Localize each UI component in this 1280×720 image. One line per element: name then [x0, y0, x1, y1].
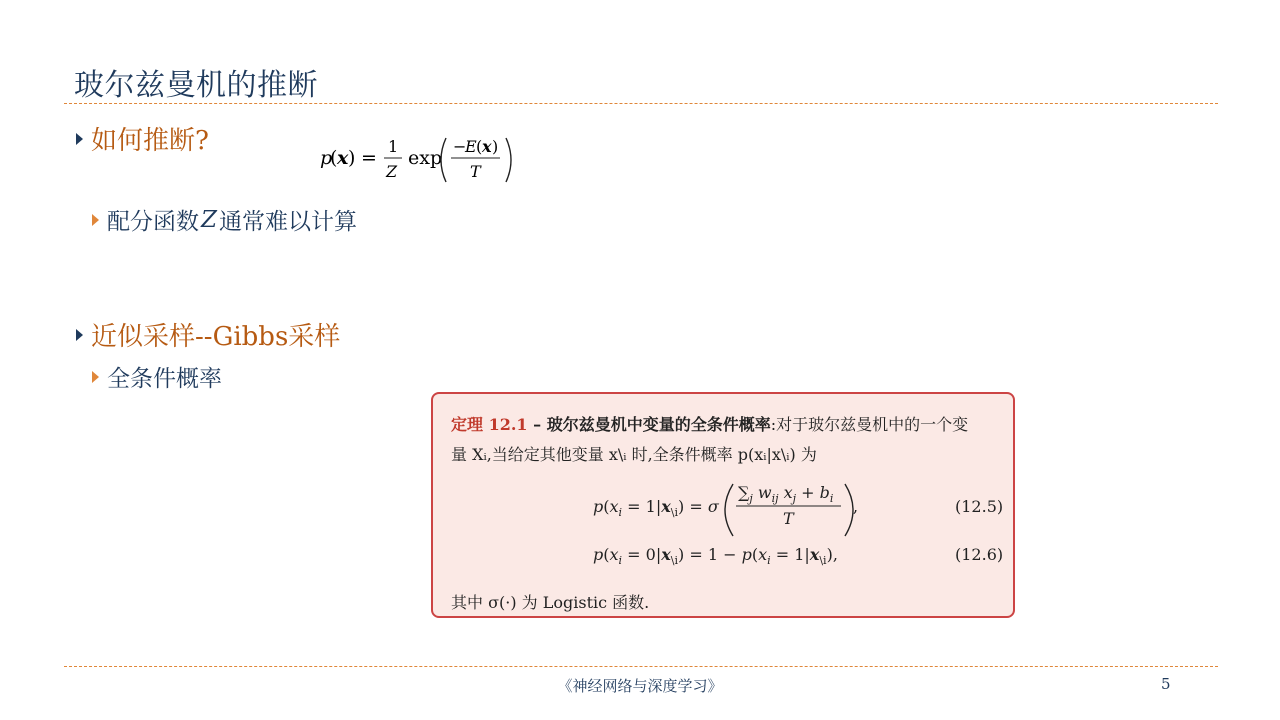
theorem-label: 定理 12.1: [451, 415, 528, 434]
theorem-note: 其中 σ(·) 为 Logistic 函数.: [451, 593, 650, 612]
equation-number-1: (12.5): [955, 497, 1004, 516]
probability-formula: [320, 130, 540, 190]
bottom-divider: [64, 666, 1218, 667]
svg-text:−: −: [453, 137, 467, 156]
svg-text:T: T: [783, 509, 794, 528]
bullet-text: 如何推断?: [91, 126, 209, 156]
theorem-dash: –: [527, 415, 547, 434]
sub-bullet-full-conditional: [92, 360, 222, 393]
svg-text:1: 1: [388, 137, 399, 156]
svg-text:Z: Z: [386, 162, 398, 181]
svg-text:∑j wij xj + bi: $\sum_j$ $w_{ij}$ $x_j + b_i$: [738, 483, 834, 505]
equation-number-2: (12.6): [955, 545, 1004, 564]
bullet-arrow-icon: [92, 371, 99, 383]
svg-text:p(xi = 0|x\i) = 1 − p(xi = 1|x: $p(x_i = 0|x_{\backslash i}) = 1 - p(x_i = 1|x_{\backslash i})$,: [593, 545, 838, 567]
bullet-text: 近似采样--Gibbs采样: [91, 322, 341, 352]
sub-bullet-text: 配分函数: [107, 209, 199, 235]
page-number: 5: [1161, 675, 1171, 693]
bullet-approx-sampling: [76, 316, 340, 353]
sub-bullet-partition-function: [92, 203, 357, 236]
bullet-arrow-icon: [76, 133, 83, 145]
svg-text:=: =: [361, 147, 377, 169]
svg-text:): ): [348, 147, 356, 169]
svg-text:x: x: [482, 137, 492, 156]
svg-text:(: (: [476, 137, 483, 156]
svg-text:E: E: [465, 137, 477, 156]
svg-text:exp: exp: [408, 147, 443, 169]
slide-title: 玻尔兹曼机的推断: [74, 68, 318, 103]
svg-text:p: p: [320, 147, 333, 169]
top-divider: [64, 103, 1218, 104]
theorem-equations: [433, 394, 1013, 616]
svg-text:T: T: [470, 162, 481, 181]
svg-text:p(xi = 1|x\i) = σ: $p(x_i = 1|x_{\backslash i}) = \sigma$: [593, 497, 719, 519]
svg-text:,: ,: [853, 497, 859, 516]
theorem-line1-tail: :对于玻尔兹曼机中的一个变: [770, 415, 969, 434]
theorem-name: 玻尔兹曼机中变量的全条件概率: [546, 415, 771, 434]
bullet-arrow-icon: [92, 214, 99, 226]
variable-z: Z: [201, 206, 217, 233]
theorem-box: [431, 392, 1015, 618]
footer-book-title: 《神经网络与深度学习》: [557, 677, 723, 695]
svg-text:x: x: [337, 147, 349, 169]
bullet-arrow-icon: [76, 329, 83, 341]
sub-bullet-text: 全条件概率: [107, 366, 222, 392]
bullet-how-to-infer: [76, 120, 209, 157]
sub-bullet-text-tail: 通常难以计算: [218, 209, 357, 235]
svg-text:(: (: [330, 147, 338, 169]
svg-text:): ): [492, 137, 499, 156]
theorem-line2: 量 Xᵢ,当给定其他变量 x\ᵢ 时,全条件概率 p(xᵢ|x\ᵢ) 为: [451, 445, 817, 464]
